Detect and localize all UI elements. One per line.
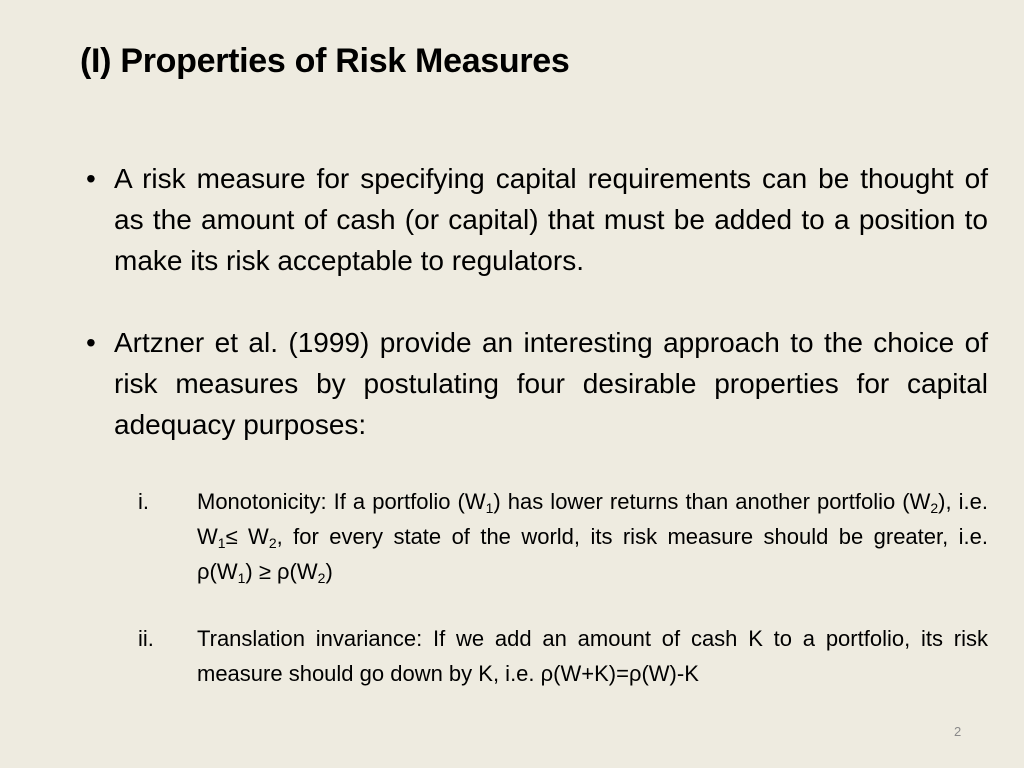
text-segment: ) [325, 559, 333, 584]
bullet-icon: • [86, 163, 96, 194]
page-number: 2 [954, 724, 962, 739]
bullet-text: A risk measure for specifying capital requirements can be thought of as the amount of cash (or capital) that must be added to a position to make its risk acceptable to regulators. [114, 163, 988, 276]
text-segment: ≤ W [225, 524, 269, 549]
property-number: i. [138, 489, 149, 514]
property-text: Translation invariance: If we add an amount of cash K to a portfolio, its risk measure should go down by K, i.e. ρ(W+K)=ρ(W)-K [197, 626, 988, 686]
text-segment: ) ≥ ρ(W [245, 559, 318, 584]
subscript: 1 [237, 570, 246, 586]
property-text [197, 489, 988, 584]
text-segment: ), i.e. W [197, 489, 989, 549]
subscript: 2 [317, 570, 326, 586]
property-number: ii. [138, 626, 154, 651]
property-item-monotonicity [138, 484, 988, 589]
text-segment: Monotonicity: If a portfolio (W [197, 489, 486, 514]
bullet-item [84, 158, 988, 281]
text-segment: ) has lower returns than another portfolio (W [493, 489, 931, 514]
slide-title: (I) Properties of Risk Measures [80, 42, 570, 80]
subscript: 2 [268, 535, 277, 551]
bullet-list [84, 158, 988, 486]
property-item-translation-invariance [138, 621, 988, 691]
subscript: 1 [217, 535, 226, 551]
bullet-text: Artzner et al. (1999) provide an interesting approach to the choice of risk measures by postulating four desirable properties for capital adequacy purposes: [114, 327, 988, 440]
text-segment: , for every state of the world, its risk measure should be greater, i.e. ρ(W [197, 524, 988, 584]
bullet-item [84, 322, 988, 445]
subscript: 1 [485, 500, 494, 516]
property-list [138, 484, 988, 723]
bullet-icon: • [86, 327, 96, 358]
subscript: 2 [930, 500, 939, 516]
